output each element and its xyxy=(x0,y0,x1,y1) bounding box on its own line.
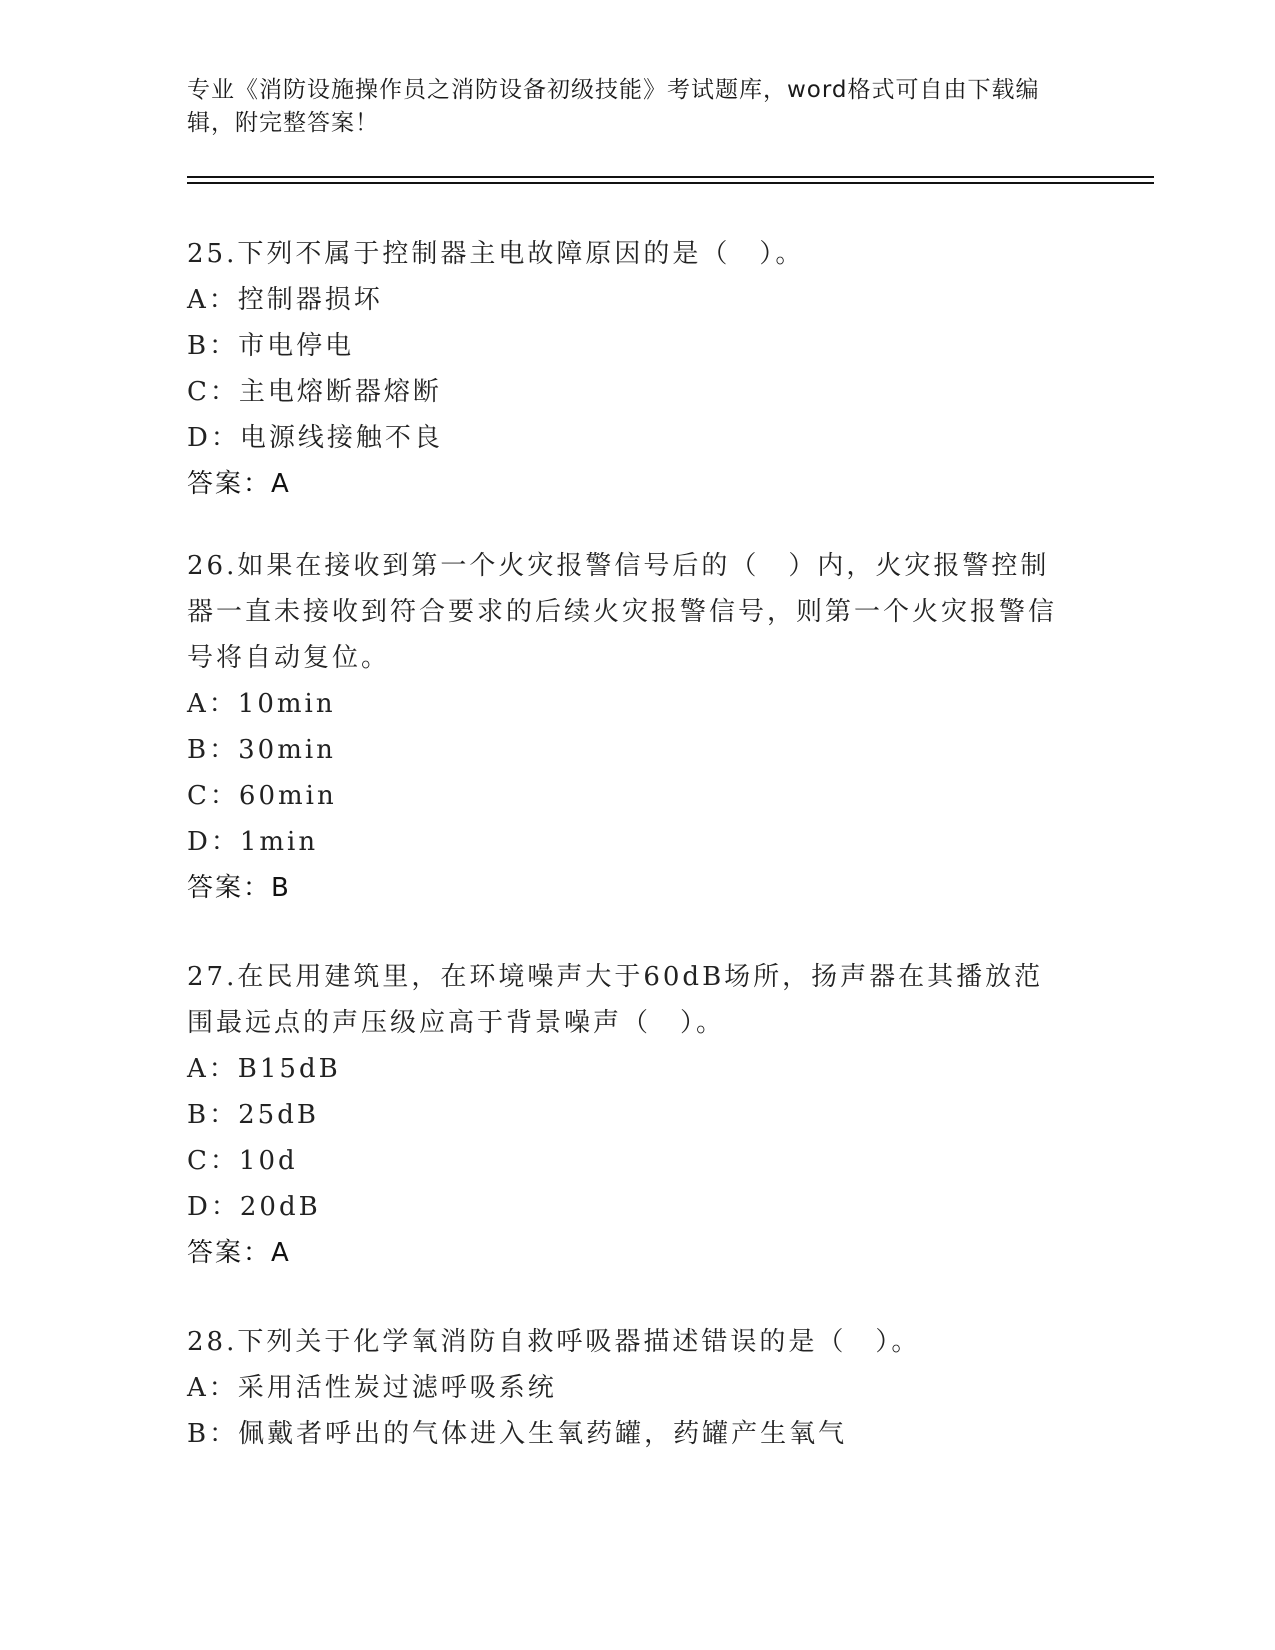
option-d xyxy=(187,1184,1067,1230)
option-key: A： xyxy=(187,1054,238,1084)
question-stem: 28.下列关于化学氧消防自救呼吸器描述错误的是（ ）。 xyxy=(187,1327,921,1357)
option-b xyxy=(187,1411,1087,1457)
option-b xyxy=(187,1092,1067,1138)
option-text: 1min xyxy=(239,827,319,857)
header-rule-bottom xyxy=(187,182,1154,184)
option-text: 主电熔断器熔断 xyxy=(238,377,442,407)
option-a xyxy=(187,681,1067,727)
option-a xyxy=(187,277,1087,323)
option-key: D： xyxy=(187,1192,240,1222)
option-key: B： xyxy=(187,331,239,361)
option-key: D： xyxy=(187,423,240,453)
option-a xyxy=(187,1046,1067,1092)
option-text: 佩戴者呼出的气体进入生氧药罐，药罐产生氧气 xyxy=(238,1419,848,1449)
option-text: 市电停电 xyxy=(238,331,355,361)
option-key: B： xyxy=(187,1419,239,1449)
option-key: B： xyxy=(187,735,239,765)
option-a xyxy=(187,1365,1087,1411)
option-key: C： xyxy=(187,781,239,811)
answer: 答案：A xyxy=(187,469,291,499)
option-text: 20dB xyxy=(239,1192,321,1222)
option-key: A： xyxy=(187,689,238,719)
option-key: C： xyxy=(187,377,239,407)
option-text: 电源线接触不良 xyxy=(239,423,443,453)
document-header: 专业《消防设施操作员之消防设备初级技能》考试题库，word格式可自由下载编辑，附完整答案！ xyxy=(187,77,1040,136)
answer: 答案：B xyxy=(187,873,291,903)
question-26 xyxy=(187,543,1067,911)
option-b xyxy=(187,323,1087,369)
option-b xyxy=(187,727,1067,773)
option-c xyxy=(187,773,1067,819)
header-rule-top xyxy=(187,176,1154,178)
option-text: 25dB xyxy=(238,1100,319,1130)
question-25 xyxy=(187,231,1087,507)
answer: 答案：A xyxy=(187,1238,291,1268)
question-stem: 25.下列不属于控制器主电故障原因的是（ ）。 xyxy=(187,239,805,269)
option-text: 10min xyxy=(237,689,336,719)
option-key: B： xyxy=(187,1100,239,1130)
question-28 xyxy=(187,1319,1087,1457)
question-27 xyxy=(187,954,1067,1276)
option-text: 30min xyxy=(238,735,336,765)
question-stem: 27.在民用建筑里，在环境噪声大于60dB场所，扬声器在其播放范围最远点的声压级应高于背景噪声（ ）。 xyxy=(187,962,1044,1038)
question-stem: 26.如果在接收到第一个火灾报警信号后的（ ）内，火灾报警控制器一直未接收到符合要求的后续火灾报警信号，则第一个火灾报警信号将自动复位。 xyxy=(187,551,1058,673)
option-c xyxy=(187,1138,1067,1184)
option-text: 60min xyxy=(238,781,337,811)
option-d xyxy=(187,415,1087,461)
option-key: A： xyxy=(187,1373,238,1403)
option-key: D： xyxy=(187,827,240,857)
option-d xyxy=(187,819,1067,865)
option-key: C： xyxy=(187,1146,239,1176)
option-text: 10d xyxy=(238,1146,298,1176)
option-text: B15dB xyxy=(237,1054,341,1084)
option-key: A： xyxy=(187,285,238,315)
option-text: 控制器损坏 xyxy=(237,285,383,315)
option-text: 采用活性炭过滤呼吸系统 xyxy=(237,1373,557,1403)
option-c xyxy=(187,369,1087,415)
